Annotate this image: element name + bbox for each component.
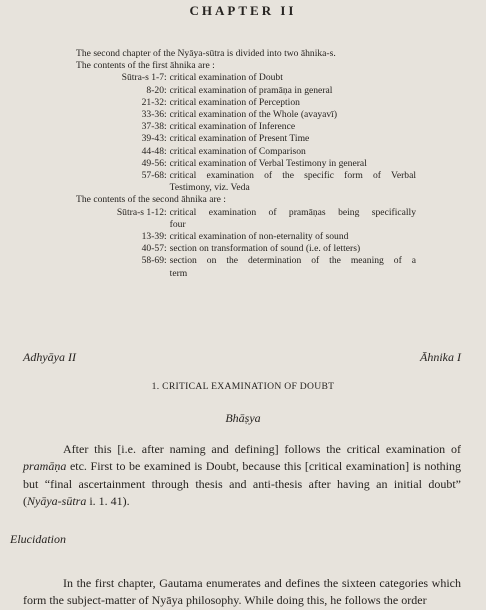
contents-topic: critical examination of pramāṇa in general	[169, 84, 333, 96]
contents-topic-continued: Testimony, viz. Veda	[169, 182, 250, 194]
contents-row: 58-69 : section on the determination of the meaning of a term	[76, 255, 416, 279]
contents-topic: critical examination of Comparison	[169, 145, 306, 157]
contents-topic: critical examination of Present Time	[169, 133, 310, 145]
sutra-range: 39-43	[141, 133, 164, 145]
contents-row: 37-38 : critical examination of Inference	[76, 121, 416, 133]
sutra-range: 49-56	[141, 157, 164, 169]
contents-row: 39-43 : critical examination of Present Time	[76, 133, 416, 145]
contents-topic: critical examination of Inference	[169, 121, 296, 133]
sutra-range: 8-20	[146, 84, 164, 96]
sutra-range: Sūtra-s 1-12	[116, 206, 164, 218]
running-head-ahnika: Āhnika I	[420, 350, 461, 364]
contents-row: 44-48 : critical examination of Comparison	[76, 146, 416, 158]
contents-intro: The second chapter of the Nyāya-sūtra is divided into two āhnika-s.	[76, 48, 336, 59]
contents-row: 21-32 : critical examination of Perception	[76, 97, 416, 109]
bhashya-paragraph: After this [i.e. after naming and defining] follows the critical examination of pramāṇa etc. First to be examined is Doubt, because this [critical examination] is nothing but “final ascertainment through thesis and anti-thesis after having an initial doubt” (Nyāya-sūtra i. 1. 41).	[23, 442, 461, 508]
contents-topic: section on the determination of the meaning of a	[169, 255, 416, 267]
contents-topic: critical examination of Verbal Testimony in general	[169, 157, 367, 169]
running-head	[23, 350, 461, 365]
sutra-range: 13-39	[141, 231, 164, 243]
contents-row: Sūtra-s 1-7 : critical examination of Doubt	[76, 72, 416, 84]
contents-row: 8-20 : critical examination of pramāṇa in general	[76, 85, 416, 97]
sutra-range: 21-32	[141, 96, 164, 108]
contents-topic-continued: term	[169, 267, 188, 279]
contents-topic: critical examination of Doubt	[169, 72, 283, 84]
sutra-range: 37-38	[141, 121, 164, 133]
contents-topic-continued: four	[169, 218, 186, 230]
sutra-range: 33-36	[141, 109, 164, 121]
section-heading: 1. CRITICAL EXAMINATION OF DOUBT	[151, 381, 335, 392]
sutra-range: 40-57	[141, 243, 164, 255]
contents-row: Sūtra-s 1-12 : critical examination of pramāṇas being specifically four	[76, 207, 416, 231]
sutra-range: 57-68	[141, 170, 164, 182]
contents-topic: section on transformation of sound (i.e. of letters)	[169, 243, 361, 255]
second-ahnika-intro: The contents of the second āhnika are :	[76, 194, 226, 206]
sutra-range: Sūtra-s 1-7	[121, 72, 164, 84]
contents-topic: critical examination of the Whole (avayavī)	[169, 109, 338, 121]
chapter-title: CHAPTER II	[189, 3, 297, 18]
elucidation-paragraph: In the first chapter, Gautama enumerates and defines the sixteen categories which form the subject-matter of Nyāya philosophy. While doing this, he follows the order	[23, 576, 461, 608]
contents-row: 57-68 : critical examination of the specific form of Verbal Testimony, viz. Veda	[76, 170, 416, 194]
contents-row: 40-57 : section on transformation of sound (i.e. of letters)	[76, 243, 416, 255]
contents-row: 13-39 : critical examination of non-eternality of sound	[76, 231, 416, 243]
bhashya-heading: Bhāṣya	[225, 411, 261, 425]
contents-row: 49-56 : critical examination of Verbal Testimony in general	[76, 158, 416, 170]
chapter-contents	[76, 48, 416, 280]
contents-row: 33-36 : critical examination of the Whole (avayavī)	[76, 109, 416, 121]
contents-topic: critical examination of pramāṇas being specifically	[169, 206, 416, 218]
contents-topic: critical examination of Perception	[169, 96, 300, 108]
contents-topic: critical examination of non-eternality of sound	[169, 231, 349, 243]
elucidation-heading: Elucidation	[10, 532, 66, 546]
sutra-range: 44-48	[141, 145, 164, 157]
running-head-adhyaya: Adhyāya II	[23, 350, 76, 364]
sutra-range: 58-69	[141, 255, 164, 267]
contents-topic: critical examination of the specific form of Verbal	[169, 170, 416, 182]
first-ahnika-intro: The contents of the first āhnika are :	[76, 60, 215, 72]
